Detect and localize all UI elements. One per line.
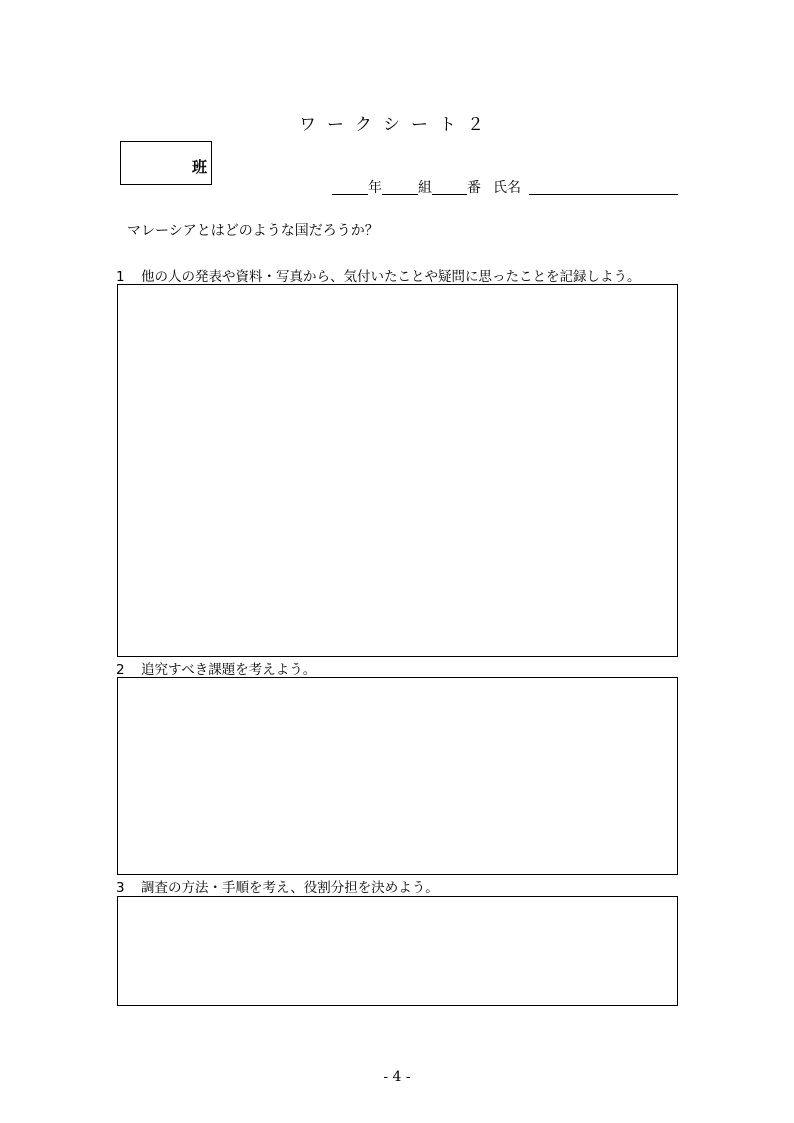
class-blank[interactable]	[382, 194, 418, 195]
year-blank[interactable]	[332, 194, 368, 195]
section-1-number: 1	[116, 269, 125, 285]
number-blank[interactable]	[432, 194, 467, 195]
section-3-number: 3	[116, 880, 125, 896]
group-label: 班	[191, 158, 207, 176]
year-label: 年	[368, 180, 382, 196]
main-question: マレーシアとはどのような国だろうか？	[127, 223, 379, 239]
class-label: 組	[418, 180, 432, 196]
section-3-label: 調査の方法・手順を考え、役割分担を決めよう。	[141, 880, 439, 896]
section-2-label: 追究すべき課題を考えよう。	[141, 662, 317, 678]
section-3-heading	[116, 876, 439, 896]
page-number: - 4 -	[383, 1069, 411, 1085]
section-2-heading	[116, 658, 316, 678]
section-2-answer-box[interactable]	[117, 677, 678, 875]
section-2-number: 2	[116, 662, 125, 678]
section-1-label: 他の人の発表や資料・写真から、気付いたことや疑問に思ったことを記録しよう。	[141, 269, 641, 285]
name-label: 氏名	[493, 180, 521, 196]
section-3-answer-box[interactable]	[117, 896, 678, 1006]
worksheet-title: ワークシート２	[299, 115, 495, 135]
section-1-heading	[116, 265, 641, 285]
number-label: 番	[467, 180, 481, 196]
name-blank[interactable]	[529, 194, 678, 195]
group-box[interactable]	[120, 141, 212, 185]
section-1-answer-box[interactable]	[117, 284, 678, 657]
